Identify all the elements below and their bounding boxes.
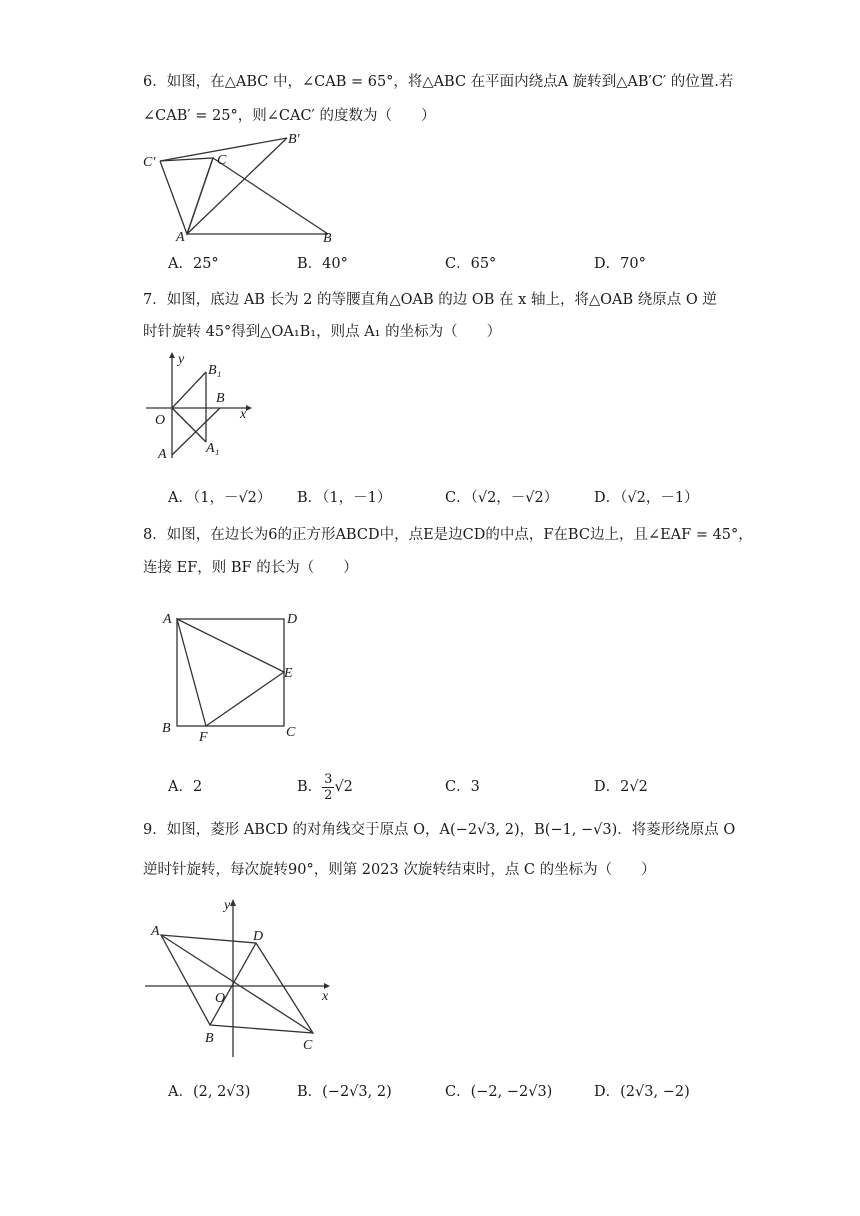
q6-stem-line2: ∠CAB′ = 25°，则∠CAC′ 的度数为（ ） <box>143 108 436 124</box>
q8-option-c: C．3 <box>445 779 480 795</box>
q6-stem-line1: 6．如图，在△ABC 中，∠CAB = 65°，将△ABC 在平面内绕点A 旋转到△AB′C′ 的位置.若 <box>143 74 734 90</box>
q8-label-e: E <box>284 666 293 681</box>
q7-option-b: B．（1，－1） <box>297 490 392 506</box>
q7-label-o: O <box>155 413 166 428</box>
q7-label-b: B <box>216 391 225 406</box>
q6-label-c: C <box>217 153 227 168</box>
q9-label-x: x <box>322 989 329 1004</box>
q9-stem-line1: 9．如图，菱形 ABCD 的对角线交于原点 O，A(−2√3, 2)，B(−1, −√3)．将菱形绕原点 O <box>143 822 736 838</box>
q7-segment-o-b1 <box>172 372 206 408</box>
q9-diagonal-ac <box>161 935 313 1033</box>
q8-option-b-denominator: 2 <box>324 787 333 803</box>
q6-label-b: B <box>323 231 332 246</box>
q7-label-b1: B₁ <box>208 363 222 378</box>
q6-label-bp: B′ <box>288 132 300 147</box>
q6-label-cp: C′ <box>143 155 156 170</box>
q8-label-f: F <box>199 730 208 745</box>
q8-label-b: B <box>162 721 171 736</box>
q7-segment-o-a1 <box>172 408 206 442</box>
q9-label-a: A <box>151 924 160 939</box>
q9-stem-line2: 逆时针旋转，每次旋转90°，则第 2023 次旋转结束时，点 C 的坐标为（ ） <box>143 862 656 878</box>
q7-figure <box>140 350 260 472</box>
q8-triangle-aef <box>177 619 284 726</box>
q9-label-y: y <box>224 898 231 913</box>
q8-option-b-fraction <box>322 772 334 803</box>
q7-label-a: A <box>158 447 167 462</box>
q9-label-d: D <box>253 929 264 944</box>
q9-y-arrow <box>230 899 236 906</box>
q6-option-b: B．40° <box>297 256 348 272</box>
q7-option-c: C．（√2，－√2） <box>445 490 559 506</box>
q8-label-d: D <box>287 612 298 627</box>
q7-y-arrow <box>169 352 175 358</box>
q9-figure <box>140 892 345 1062</box>
q7-label-y: y <box>178 352 185 367</box>
q9-label-c: C <box>303 1038 313 1053</box>
q9-label-o: O <box>215 991 226 1006</box>
q8-stem-line2: 连接 EF，则 BF 的长为（ ） <box>143 560 358 576</box>
q9-option-d: D．(2√3, −2) <box>594 1084 690 1100</box>
q7-option-d: D．（√2，－1） <box>594 490 699 506</box>
q8-option-b-numerator: 3 <box>324 771 333 787</box>
q6-option-d: D．70° <box>594 256 646 272</box>
q8-stem-line1: 8．如图，在边长为6的正方形ABCD中，点E是边CD的中点，F在BC边上，且∠EAF = 45°， <box>143 527 753 543</box>
q6-option-a: A．25° <box>168 256 219 272</box>
q6-figure <box>140 128 350 246</box>
q9-option-c: C．(−2, −2√3) <box>445 1084 553 1100</box>
q7-stem-line1: 7．如图，底边 AB 长为 2 的等腰直角△OAB 的边 OB 在 x 轴上，将△OAB 绕原点 O 逆 <box>143 292 717 308</box>
q8-option-d: D．2√2 <box>594 779 648 795</box>
q8-option-b-radical: √2 <box>334 779 353 795</box>
q8-square <box>177 619 284 726</box>
q8-figure <box>150 604 310 744</box>
q8-label-a: A <box>163 612 172 627</box>
q8-label-c: C <box>286 725 296 740</box>
q7-label-x: x <box>240 407 247 422</box>
q9-option-a: A．(2, 2√3) <box>168 1084 251 1100</box>
q9-option-b: B．(−2√3, 2) <box>297 1084 392 1100</box>
q8-option-b <box>297 768 353 806</box>
q7-x-arrow <box>246 405 252 411</box>
q6-label-a: A <box>176 230 185 245</box>
q6-segment-c-b <box>213 158 328 234</box>
q7-label-a1: A₁ <box>206 441 220 456</box>
q8-option-a: A．2 <box>168 779 203 795</box>
q7-stem-line2: 时针旋转 45°得到△OA₁B₁，则点 A₁ 的坐标为（ ） <box>143 324 502 340</box>
q9-label-b: B <box>205 1031 214 1046</box>
q6-triangle-abpcp <box>160 158 213 234</box>
q8-option-b-prefix: B． <box>297 779 323 795</box>
q6-option-c: C．65° <box>445 256 497 272</box>
q6-segment-c-a <box>187 158 213 234</box>
q6-segment-a-bp <box>187 138 287 234</box>
q7-option-a: A．（1，－√2） <box>168 490 272 506</box>
